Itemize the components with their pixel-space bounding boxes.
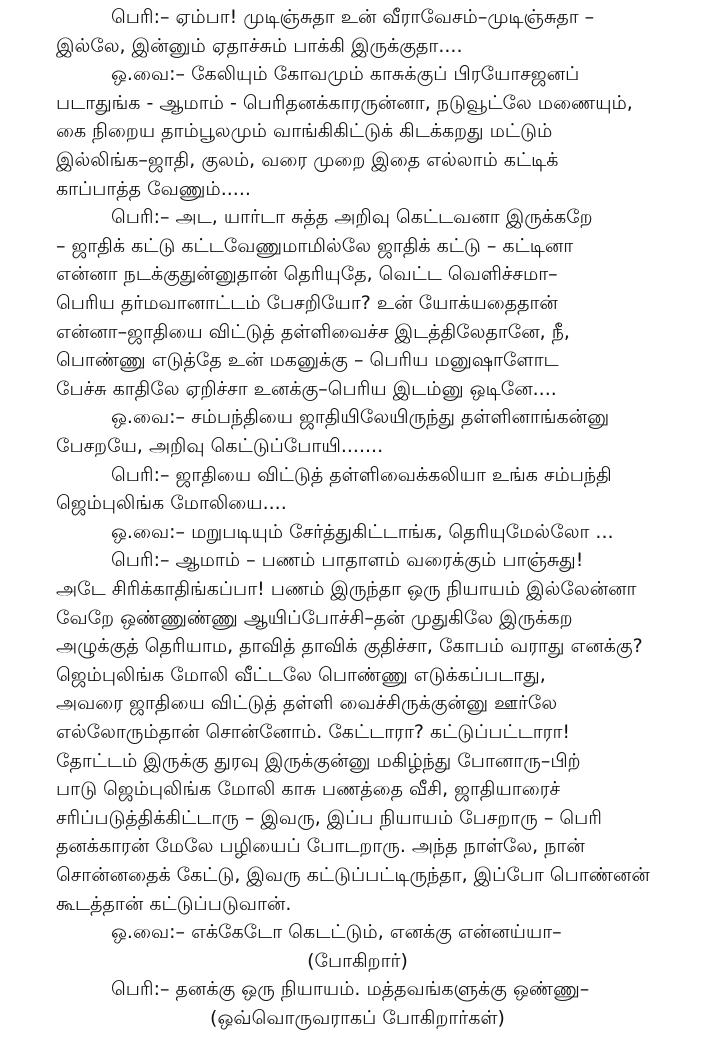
text-line: என்னா நடக்குதுன்னுதான் தெரியுதே, வெட்ட வெளிச்சமா– [56,263,558,285]
text-line: சொன்னதைக் கேட்டு, இவரு கட்டுப்பட்டிருந்தா, இப்போ பொண்னன் [56,864,650,886]
text-line: அழுக்குத் தெரியாம, தாவித் தாவிக் குதிச்சா, கோபம் வராது எனக்கு? [56,635,643,657]
text-line: பாடு ஜெம்புலிங்க மோலி காசு பணத்தை வீசி, ஜாதியாரைச் [56,778,561,800]
text-line: பேச்சு காதிலே ஏறிச்சா உனக்கு–பெரிய இடம்னு ஒடினே.... [56,378,557,400]
text-line: கூடத்தான் கட்டுப்படுவான். [56,893,292,915]
text-line: கை நிறைய தாம்பூலமும் வாங்கிகிட்டுக் கிடக்கறது மட்டும் [56,120,553,142]
text-line: பெரி:– தனக்கு ஒரு நியாயம். மத்தவங்களுக்கு ஒண்ணு– [111,978,590,1000]
text-line: என்னா–ஜாதியை விட்டுத் தள்ளிவைச்ச இடத்திலேதானே, நீ, [56,321,570,343]
text-line: தோட்டம் இருக்கு துரவு இருக்குன்னு மகிழ்ந்து போனாரு–பிற் [56,750,581,772]
text-line: பெரிய தர்மவானாட்டம் பேசறியோ? உன் யோக்யதைதான் [56,292,558,314]
text-line: பொண்ணு எடுத்தே உன் மகனுக்கு – பெரிய மனுஷாளோட [56,349,559,371]
text-line: பெரி:– ஜாதியை விட்டுத் தள்ளிவைக்கலியா உங்க சம்பந்தி [111,464,612,486]
text-line: படாதுங்க - ஆமாம் - பெரிதனக்காரருன்னா, நடுவூட்லே மணையும், [56,92,633,114]
text-line: பெரி:– ஏம்பா! முடிஞ்சுதா உன் வீராவேசம்–முடிஞ்சுதா – [111,6,595,28]
text-line: ஒ.வை:– சம்பந்தியை ஜாதியிலேயிருந்து தள்ளினாங்கன்னு [111,406,610,428]
text-line: அவரை ஜாதியை விட்டுத் தள்ளி வைச்சிருக்குன்னு ஊர்லே [56,692,558,714]
text-line: ஜெம்புலிங்க மோலி வீட்டலே பொண்ணு எடுக்கப்படாது, [56,664,546,686]
text-line: ஒ.வை:– எக்கேடோ கெடட்டும், எனக்கு என்னய்யா– [111,921,562,943]
stage-direction: (ஒவ்வொருவராகப் போகிறார்கள்) [210,1007,505,1029]
text-line: அடே சிரிக்காதிங்கப்பா! பணம் இருந்தா ஒரு நியாயம் இல்லேன்னா [56,578,637,600]
text-line: எல்லோரும்தான் சொன்னோம். கேட்டாரா? கட்டுப்பட்டாரா! [56,721,571,743]
text-line: காப்பாத்த வேணும்..... [56,178,251,200]
text-line: ஒ.வை:– மறுபடியும் சேர்த்துகிட்டாங்க, தெரியுமேல்லோ ... [111,521,614,543]
text-line: பெரி:– ஆமாம் – பணம் பாதாளம் வரைக்கும் பாஞ்சுது! [111,549,584,571]
text-line: ஒ.வை:– கேலியும் கோவமும் காசுக்குப் பிரயோசஜனப் [111,63,580,85]
text-line: ஜெம்புலிங்க மோலியை.... [56,492,287,514]
text-line: பெரி:– அட, யார்டா சுத்த அறிவு கெட்டவனா இருக்கறே [111,206,593,228]
text-line: – ஜாதிக் கட்டு கட்டவேணுமாமில்லே ஜாதிக் கட்டு – கட்டினா [56,235,574,257]
text-line: தனக்காரன் மேலே பழியைப் போடறாரு. அந்த நாள்லே, நான் [56,835,585,857]
text-line: இல்லிங்க–ஜாதி, குலம், வரை முறை இதை எல்லாம் கட்டிக் [56,149,559,171]
text-line: சரிப்படுத்திக்கிட்டாரு – இவரு, இப்ப நியாயம் பேசறாரு – பெரி [56,807,602,829]
stage-direction: (போகிறார்) [307,950,408,972]
text-line: வேறே ஒண்ணுண்ணு ஆயிப்போச்சி–தன் முதுகிலே இருக்கற [56,607,573,629]
text-line: பேசறயே, அறிவு கெட்டுப்போயி....... [56,435,384,457]
text-line: இல்லே, இன்னும் ஏதாச்சும் பாக்கி இருக்குதா.... [56,35,463,57]
